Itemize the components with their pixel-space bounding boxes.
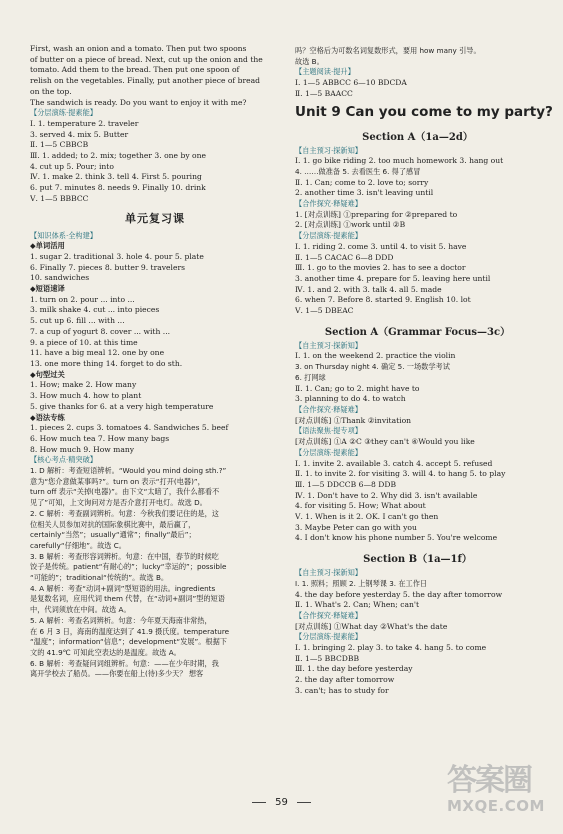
answer-line: 6. put 7. minutes 8. needs 9. Finally 10. drink [30, 183, 206, 193]
answer-line: Ⅰ. 1. on the weekend 2. practice the violin [295, 351, 456, 361]
answer-line: 2. C 解析：考查副词辨析。句意：今秋我们要记住的是，这 [30, 508, 219, 518]
answer-line: 6. How much tea 7. How many bags [30, 433, 170, 443]
answer-line: 3. can't; has to study for [295, 685, 389, 695]
right-column [295, 46, 553, 697]
answer-line: 在 6 月 3 日，海南的温度达到了 41.9 摄氏度。temperature [30, 626, 230, 636]
answer-line: 5. A 解析：考查名词辨析。句意：今年夏天海南非常热， [30, 615, 212, 625]
answer-line: on the top. [30, 86, 72, 96]
subsection-label: ◆短语速译 [30, 284, 65, 294]
watermark-logo [447, 764, 555, 824]
answer-line: 4. for visiting 5. How; What about [295, 501, 426, 511]
section-label: 【合作探究·释疑难】 [295, 610, 362, 620]
section-b-1a-1f-answers [295, 568, 540, 696]
subsection-label: ◆单词活用 [30, 241, 65, 251]
answer-line: certainly“当然”；usually“通常”；finally“最后”； [30, 530, 196, 540]
answer-line: 4. A 解析：考查“动词+副词”型短语的用法。ingredients [30, 583, 216, 593]
answer-line: Ⅲ. 1. go to the movies 2. has to see a doctor [295, 263, 466, 273]
answer-line: 1. How; make 2. How many [30, 380, 137, 390]
answer-line: [对点训练] ①Thank ②invitation [295, 415, 412, 425]
section-label: 【合作探究·释疑难】 [295, 404, 362, 414]
answer-line: Ⅲ. 1. added; to 2. mix; together 3. one by one [30, 151, 206, 161]
answer-line: 意为“您介意做某事吗?”。turn on 表示“打开(电器)”， [30, 476, 205, 486]
answer-line: relish on the vegetables. Finally, put another piece of bread [30, 76, 261, 86]
answer-line: Ⅱ. 1—5 CACAC 6—8 DDD [295, 252, 394, 262]
answer-line: 6. Finally 7. pieces 8. butter 9. travelers [30, 262, 185, 272]
section-a-grammar-answers [295, 341, 540, 544]
answer-line: “可能的”；traditional“传统的”。故选 B。 [30, 573, 169, 583]
answer-line: 离开学校去了船员。——你要在船上(待)多少天？ 想客 [30, 669, 204, 679]
answer-line: 13. one more thing 14. forget to do sth. [30, 358, 183, 368]
answer-line: Ⅱ. 1. What's 2. Can; When; can't [295, 600, 420, 610]
answer-line: Ⅳ. 1. Don't have to 2. Why did 3. isn't available [295, 490, 478, 500]
unit-title: Unit 9 Can you come to my party? [295, 103, 553, 120]
answer-line: First, wash an onion and a tomato. Then put two spoons [30, 44, 247, 53]
answer-line: 3. planning to do 4. to watch [295, 394, 406, 404]
answer-line: 是复数名词，应用代词 them 代替，在“动词+副词”型的短语 [30, 594, 225, 604]
answer-line: 4. cut up 5. Pour; into [30, 161, 114, 171]
answer-line: Ⅰ. 1. bringing 2. play 3. to take 4. hang 5. to come [295, 643, 487, 653]
watermark-url: MXQE.COM [447, 797, 545, 815]
section-label: 【核心考点·精突破】 [30, 455, 97, 465]
review-answers [30, 231, 280, 681]
answer-line: 文的 41.9℃ 可知此空表达的是温度。故选 A。 [30, 647, 181, 657]
subsection-label: ◆语法专练 [30, 412, 65, 422]
section-label: 【主题阅读·提升】 [295, 67, 355, 77]
answer-line: 9. a piece of 10. at this time [30, 337, 138, 347]
answer-line: 吗？空格后为可数名词复数形式，要用 how many 引导。 [295, 46, 481, 55]
answer-line: 3. served 4. mix 5. Butter [30, 129, 129, 139]
section-label: 【分层演练·提素能】 [295, 231, 362, 241]
answer-line: 3. How much 4. how to plant [30, 391, 142, 401]
section-label: 【语法聚焦·提专项】 [295, 426, 362, 436]
answer-line: of butter on a piece of bread. Next, cut up the onion and the [30, 54, 263, 64]
section-a-grammar-title: Section A（Grammar Focus—3c） [324, 326, 511, 338]
answer-line: 8. How much 9. How many [30, 444, 135, 454]
answer-line: Ⅰ. 1. riding 2. come 3. until 4. to visit 5. have [295, 241, 467, 251]
answer-line: 4. I don't know his phone number 5. You're welcome [295, 533, 498, 543]
watermark-mark: 答案圈 [447, 763, 531, 798]
answer-line: 1. [对点训练] ①preparing for ②prepared to [295, 209, 458, 219]
answer-line: 1. sugar 2. traditional 3. hole 4. pour 5. plate [30, 251, 204, 261]
answer-line: 3. on Thursday night 4. 确定 5. 一场数学考试 [295, 362, 450, 372]
answer-line: Ⅳ. 1. make 2. think 3. tell 4. First 5. pouring [30, 172, 202, 182]
answer-line: Ⅲ. 1—5 DDCCB 6—8 DDB [295, 479, 397, 489]
answer-line: 3. milk shake 4. cut ... into pieces [30, 305, 160, 315]
answer-line: 1. pieces 2. cups 3. tomatoes 4. Sandwiches 5. beef [30, 423, 229, 433]
answer-line: carefully“仔细地”。故选 C。 [30, 540, 126, 550]
footer-rule-right [297, 802, 311, 803]
answer-line: 6. 打网球 [295, 372, 326, 382]
answer-line: 2. another time 3. isn't leaving until [295, 188, 434, 198]
answer-line: 5. give thanks for 6. at a very high temperature [30, 401, 214, 411]
section-label: 【分层演练·提素能】 [295, 447, 362, 457]
answer-line: 3. another time 4. prepare for 5. leaving here until [295, 273, 491, 283]
answer-line: 4. ……做准备 5. 去看医生 6. 得了感冒 [295, 166, 421, 176]
footer-rule-left [252, 802, 266, 803]
answer-line: Ⅴ. 1. When is it 2. OK. I can't go then [295, 512, 439, 522]
answer-line: 故选 B。 [295, 56, 324, 66]
answer-line: 3. Maybe Peter can go with you [295, 522, 417, 532]
answer-line: 5. cut up 6. fill ... with ... [30, 316, 125, 326]
answer-line: 2. [对点训练] ①work until ②B [295, 220, 406, 230]
answer-line: Ⅴ. 1—5 DBEAC [295, 306, 354, 316]
answer-line: “温度”；information“信息”；development“发展”。根据下 [30, 637, 227, 647]
answer-line: Ⅱ. 1. Can; go to 2. might have to [295, 383, 420, 393]
subsection-label: ◆句型过关 [30, 369, 65, 379]
answer-line: Ⅰ. 1. temperature 2. traveler [30, 118, 139, 128]
answer-line: Ⅱ. 1—5 CBBCB [30, 140, 89, 150]
review-title: 单元复习课 [125, 211, 185, 225]
section-label: 【自主预习·探新知】 [295, 568, 362, 578]
answer-line: 11. have a big meal 12. one by one [30, 348, 165, 358]
answer-line: Ⅳ. 1. and 2. with 3. talk 4. all 5. made [295, 284, 442, 294]
answer-line: Ⅱ. 1—5 BBCDBB [295, 653, 360, 663]
answer-line: 1. D 解析：考查短语辨析。“Would you mind doing sth.?” [30, 466, 227, 476]
answer-line: Ⅲ. 1. the day before yesterday [295, 664, 413, 674]
answer-line: Ⅰ. 1. go bike riding 2. too much homework 3. hang out [295, 156, 504, 166]
section-label: 【分层演练·提素能】 [30, 108, 97, 118]
section-label: 【知识体系·全构建】 [30, 230, 97, 240]
answer-line: Ⅰ. 1. 照料；照顾 2. 上钢琴课 3. 在工作日 [295, 578, 428, 588]
answer-line: 3. B 解析：考查形容词辨析。句意：在中国，春节的时候吃 [30, 551, 219, 561]
answer-line: Ⅴ. 1—5 BBBCC [30, 193, 89, 203]
answer-line: 4. the day before yesterday 5. the day after tomorrow [295, 589, 503, 599]
left-column [30, 44, 280, 680]
answer-line: Ⅱ. 1. to invite 2. for visiting 3. will 4. to hang 5. to play [295, 469, 506, 479]
answer-line: The sandwich is ready. Do you want to enjoy it with me? [30, 97, 247, 107]
section-label: 【自主预习·探新知】 [295, 145, 362, 155]
right-top-answers [295, 46, 540, 100]
answer-line: Ⅰ. 1—5 ABBCC 6—10 BDCDA [295, 78, 407, 88]
answer-line: 位相关人员参加对抗的国际象棋比赛中，最后赢了， [30, 519, 196, 529]
page-number: 59 [275, 797, 288, 808]
section-a-1a-2d-title: Section A（1a—2d） [362, 131, 473, 143]
answer-line: Ⅱ. 1—5 BAACC [295, 88, 353, 98]
answer-line: 6. when 7. Before 8. started 9. English 10. lot [295, 295, 471, 305]
answer-line: 1. turn on 2. pour ... into ... [30, 294, 135, 304]
answer-line: 7. a cup of yogurt 8. cover ... with ... [30, 326, 171, 336]
answer-line: 6. B 解析：考查疑问词组辨析。句意：——在少年时期，我 [30, 658, 219, 668]
answer-line: Ⅰ. 1. invite 2. available 3. catch 4. accept 5. refused [295, 458, 493, 468]
section-b-1a-1f-title: Section B（1a—1f） [363, 554, 472, 566]
answer-line: 2. the day after tomorrow [295, 675, 395, 685]
answer-line: tomato. Add them to the bread. Then put one spoon of [30, 65, 240, 75]
section-label: 【自主预习·探新知】 [295, 340, 362, 350]
section-label: 【分层演练·提素能】 [295, 632, 362, 642]
answer-line: [对点训练] ①What day ②What's the date [295, 621, 448, 631]
answer-line: turn off 表示“关掉(电器)”。由下文“太暗了，我什么都看不 [30, 487, 220, 497]
answer-line: 见了”可知，上文询问对方是否介意打开电灯。故选 D。 [30, 498, 207, 508]
answer-line: Ⅱ. 1. Can; come to 2. love to; sorry [295, 177, 429, 187]
answer-line: 饺子是传统。patient“有耐心的”；lucky“幸运的”；possible [30, 562, 227, 572]
answer-line: 中，代词须放在中间。故选 A。 [30, 605, 131, 615]
left-top-answers [30, 44, 280, 205]
answer-line: 10. sandwiches [30, 273, 90, 283]
section-a-1a-2d-answers [295, 146, 540, 317]
answer-line: [对点训练] ①A ②C ③they can't ④Would you like [295, 437, 475, 447]
section-label: 【合作探究·释疑难】 [295, 199, 362, 209]
